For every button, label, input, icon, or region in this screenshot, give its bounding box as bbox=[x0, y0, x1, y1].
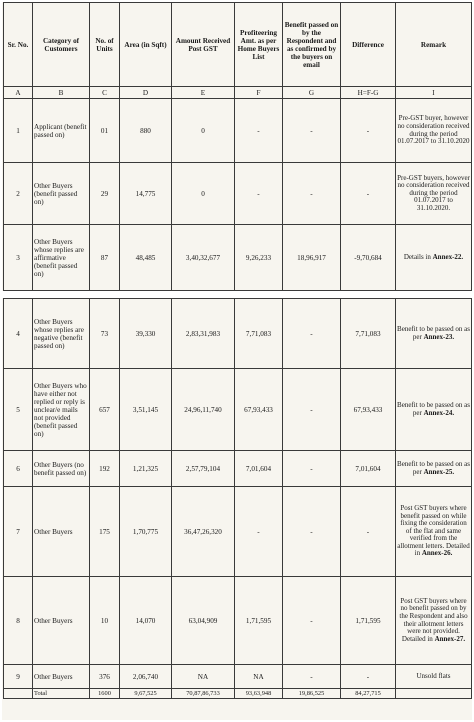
total-units: 1600 bbox=[90, 689, 120, 699]
remark-cell: Pre-GST buyers, however no consideration received during the period 01.07.2017 to 31.10.2020. bbox=[396, 163, 472, 225]
total-label: Total bbox=[33, 689, 90, 699]
column-letter-row bbox=[4, 87, 472, 99]
units-table-part-1 bbox=[3, 2, 472, 291]
annex-reference: Annex-22. bbox=[432, 252, 464, 261]
remark-cell bbox=[396, 487, 472, 577]
amount-received-cell: NA bbox=[172, 665, 235, 689]
benefit-passed-cell: - bbox=[283, 487, 341, 577]
header-cell: Sr. No. bbox=[4, 3, 33, 87]
remark-text: Benefit to be passed on as per bbox=[397, 400, 470, 417]
column-letter: A bbox=[4, 87, 33, 99]
difference-cell: 7,01,604 bbox=[341, 451, 396, 487]
difference-cell: 67,93,433 bbox=[341, 369, 396, 451]
total-row bbox=[4, 689, 472, 699]
table-row bbox=[4, 487, 472, 577]
category-cell: Other Buyers who have either not replied or reply is unclear/e mails not provided (benefit passed on) bbox=[33, 369, 90, 451]
remark-text: Post GST buyers where no benefit passed on by the Respondent and also their allotment letters were not provided. Detailed in bbox=[399, 596, 468, 643]
remark-text: Post GST buyers where benefit passed on while fixing the consideration of the flat and same verified from the allotment letters. Detailed in bbox=[397, 503, 470, 558]
units-cell: 192 bbox=[90, 451, 120, 487]
annex-reference: Annex-25. bbox=[423, 467, 455, 476]
profiteering-cell: 9,26,233 bbox=[235, 225, 283, 291]
benefit-passed-cell: - bbox=[283, 99, 341, 163]
area-cell: 14,775 bbox=[120, 163, 172, 225]
sr-no-cell: 2 bbox=[4, 163, 33, 225]
table-row bbox=[4, 299, 472, 369]
profiteering-cell: - bbox=[235, 163, 283, 225]
amount-received-cell: 0 bbox=[172, 99, 235, 163]
benefit-passed-cell: - bbox=[283, 163, 341, 225]
category-cell: Other Buyers whose replies are affirmative (benefit passed on) bbox=[33, 225, 90, 291]
area-cell: 1,70,775 bbox=[120, 487, 172, 577]
table-row bbox=[4, 369, 472, 451]
sr-no-cell: 6 bbox=[4, 451, 33, 487]
units-cell: 10 bbox=[90, 577, 120, 665]
amount-received-cell: 3,40,32,677 bbox=[172, 225, 235, 291]
units-cell: 01 bbox=[90, 99, 120, 163]
header-cell: Amount Received Post GST bbox=[172, 3, 235, 87]
units-cell: 29 bbox=[90, 163, 120, 225]
amount-received-cell: 2,57,79,104 bbox=[172, 451, 235, 487]
category-cell: Other Buyers whose replies are negative (benefit passed on) bbox=[33, 299, 90, 369]
table-row bbox=[4, 665, 472, 689]
benefit-passed-cell: - bbox=[283, 577, 341, 665]
sr-no-cell: 8 bbox=[4, 577, 33, 665]
category-cell: Other Buyers bbox=[33, 577, 90, 665]
profiteering-cell: NA bbox=[235, 665, 283, 689]
remark-text: Benefit to be passed on as per bbox=[397, 324, 470, 341]
area-cell: 39,330 bbox=[120, 299, 172, 369]
header-cell: Area (in Sqft) bbox=[120, 3, 172, 87]
remark-cell bbox=[396, 451, 472, 487]
total-sr-cell bbox=[4, 689, 33, 699]
remark-cell bbox=[396, 225, 472, 291]
header-cell: Category of Customers bbox=[33, 3, 90, 87]
column-letter: F bbox=[235, 87, 283, 99]
remark-cell bbox=[396, 577, 472, 665]
area-cell: 2,06,740 bbox=[120, 665, 172, 689]
total-amount-received: 70,87,86,733 bbox=[172, 689, 235, 699]
difference-cell: -9,70,684 bbox=[341, 225, 396, 291]
header-cell: Benefit passed on by the Respondent and as confirmed by the buyers on email bbox=[283, 3, 341, 87]
difference-cell: 7,71,083 bbox=[341, 299, 396, 369]
difference-cell: - bbox=[341, 163, 396, 225]
column-letter: B bbox=[33, 87, 90, 99]
annex-reference: Annex-23. bbox=[423, 332, 455, 341]
remark-text: Benefit to be passed on as per bbox=[397, 459, 470, 476]
header-cell: No. of Units bbox=[90, 3, 120, 87]
difference-cell: 1,71,595 bbox=[341, 577, 396, 665]
benefit-passed-cell: - bbox=[283, 451, 341, 487]
profiteering-cell: 1,71,595 bbox=[235, 577, 283, 665]
annex-reference: Annex-24. bbox=[423, 408, 455, 417]
document-page bbox=[2, 2, 472, 720]
total-profiteering: 93,63,948 bbox=[235, 689, 283, 699]
benefit-passed-cell: 18,96,917 bbox=[283, 225, 341, 291]
column-letter: I bbox=[396, 87, 472, 99]
area-cell: 48,485 bbox=[120, 225, 172, 291]
category-cell: Other Buyers bbox=[33, 487, 90, 577]
page-break bbox=[2, 291, 472, 298]
benefit-passed-cell: - bbox=[283, 299, 341, 369]
remark-cell bbox=[396, 369, 472, 451]
difference-cell: - bbox=[341, 487, 396, 577]
column-letter: E bbox=[172, 87, 235, 99]
total-benefit-passed: 19,86,525 bbox=[283, 689, 341, 699]
column-letter: C bbox=[90, 87, 120, 99]
remark-cell bbox=[396, 299, 472, 369]
annex-reference: Annex-26. bbox=[421, 549, 453, 558]
remark-cell: Unsold flats bbox=[396, 665, 472, 689]
area-cell: 880 bbox=[120, 99, 172, 163]
benefit-passed-cell: - bbox=[283, 665, 341, 689]
sr-no-cell: 3 bbox=[4, 225, 33, 291]
profiteering-cell: 7,71,083 bbox=[235, 299, 283, 369]
units-cell: 73 bbox=[90, 299, 120, 369]
amount-received-cell: 0 bbox=[172, 163, 235, 225]
category-cell: Other Buyers (no benefit passed on) bbox=[33, 451, 90, 487]
total-remark bbox=[396, 689, 472, 699]
amount-received-cell: 36,47,26,320 bbox=[172, 487, 235, 577]
column-letter: H=F-G bbox=[341, 87, 396, 99]
table-row bbox=[4, 225, 472, 291]
units-cell: 376 bbox=[90, 665, 120, 689]
category-cell: Other Buyers (benefit passed on) bbox=[33, 163, 90, 225]
profiteering-cell: - bbox=[235, 487, 283, 577]
profiteering-cell: 67,93,433 bbox=[235, 369, 283, 451]
sr-no-cell: 4 bbox=[4, 299, 33, 369]
profiteering-cell: - bbox=[235, 99, 283, 163]
table-row bbox=[4, 163, 472, 225]
header-row bbox=[4, 3, 472, 87]
amount-received-cell: 63,04,909 bbox=[172, 577, 235, 665]
profiteering-cell: 7,01,604 bbox=[235, 451, 283, 487]
category-cell: Other Buyers bbox=[33, 665, 90, 689]
units-table-part-2 bbox=[3, 298, 472, 699]
units-cell: 175 bbox=[90, 487, 120, 577]
amount-received-cell: 24,96,11,740 bbox=[172, 369, 235, 451]
difference-cell: - bbox=[341, 99, 396, 163]
units-cell: 657 bbox=[90, 369, 120, 451]
benefit-passed-cell: - bbox=[283, 369, 341, 451]
sr-no-cell: 7 bbox=[4, 487, 33, 577]
table-row bbox=[4, 451, 472, 487]
table-row bbox=[4, 99, 472, 163]
header-cell: Profiteering Amt. as per Home Buyers List bbox=[235, 3, 283, 87]
sr-no-cell: 9 bbox=[4, 665, 33, 689]
sr-no-cell: 1 bbox=[4, 99, 33, 163]
table-row bbox=[4, 577, 472, 665]
header-cell: Remark bbox=[396, 3, 472, 87]
column-letter: G bbox=[283, 87, 341, 99]
category-cell: Applicant (benefit passed on) bbox=[33, 99, 90, 163]
remark-text: Details in bbox=[403, 252, 431, 261]
area-cell: 1,21,325 bbox=[120, 451, 172, 487]
sr-no-cell: 5 bbox=[4, 369, 33, 451]
annex-reference: Annex-27. bbox=[434, 634, 466, 643]
area-cell: 3,51,145 bbox=[120, 369, 172, 451]
header-cell: Difference bbox=[341, 3, 396, 87]
column-letter: D bbox=[120, 87, 172, 99]
total-area: 9,67,525 bbox=[120, 689, 172, 699]
area-cell: 14,070 bbox=[120, 577, 172, 665]
remark-cell: Pre-GST buyer, however no consideration received during the period 01.07.2017 to 31.10.2020 bbox=[396, 99, 472, 163]
units-cell: 87 bbox=[90, 225, 120, 291]
total-difference: 84,27,715 bbox=[341, 689, 396, 699]
difference-cell: - bbox=[341, 665, 396, 689]
amount-received-cell: 2,83,31,983 bbox=[172, 299, 235, 369]
